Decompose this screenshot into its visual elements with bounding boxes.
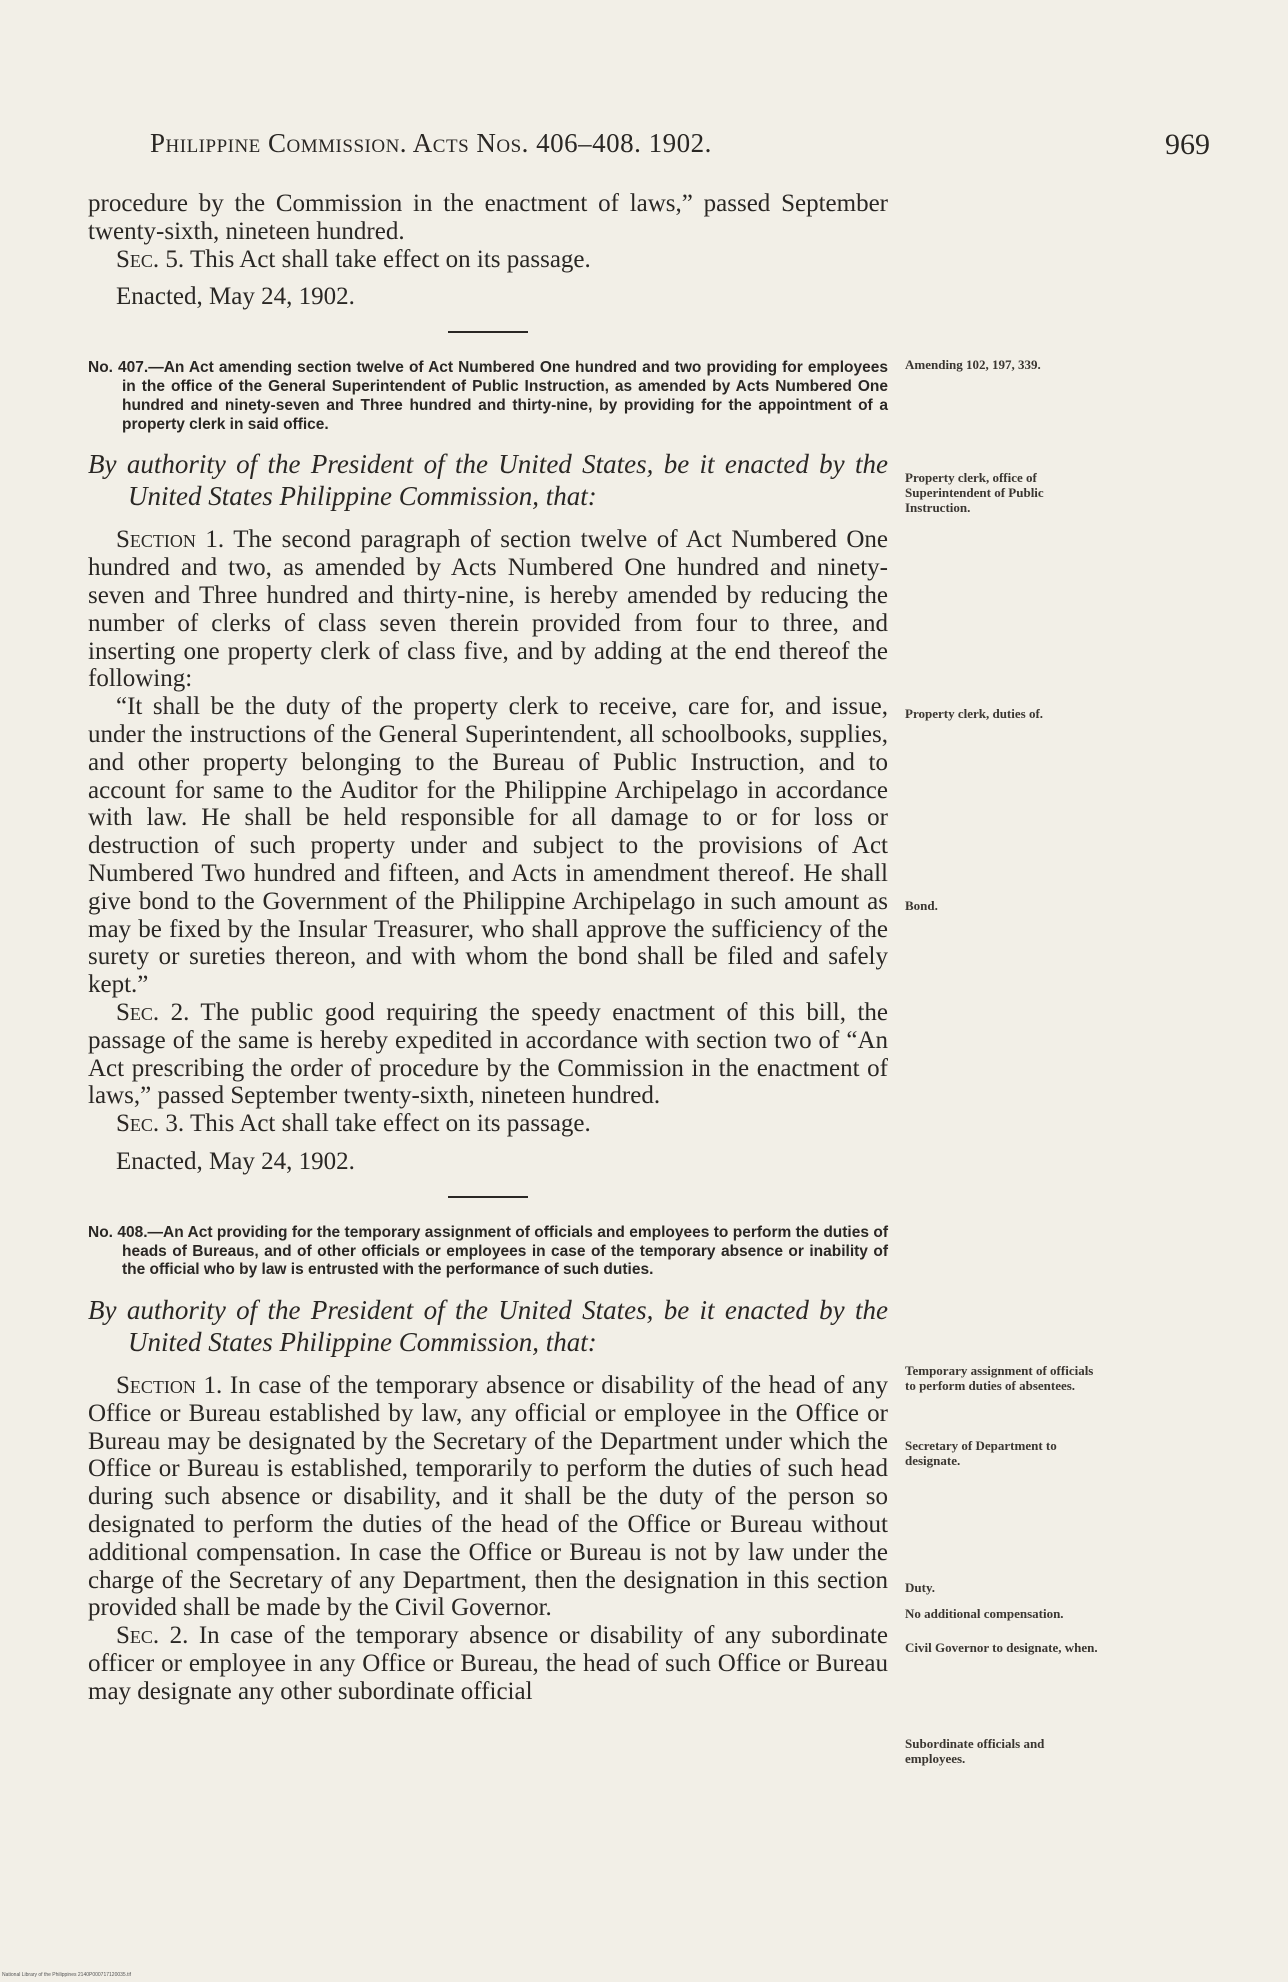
page-header <box>150 128 1210 168</box>
section-label: Section 1. <box>116 1372 223 1400</box>
section-text: In case of the temporary absence or disability of any subordinate officer or employee in any Office or Bureau, the head of such Office or Bureau may designate any other subordinate official <box>88 1622 888 1705</box>
margin-note-amending: Amending 102, 197, 339. <box>905 357 1041 372</box>
margin-note-temporary-assignment: Temporary assignment of officials to perform duties of absentees. <box>905 1363 1094 1393</box>
act-408-section-1 <box>88 1372 888 1622</box>
margin-note-no-compensation: No additional compensation. <box>905 1606 1064 1621</box>
act-406-enacted: Enacted, May 24, 1902. <box>116 283 355 311</box>
section-label: Sec. 3. <box>116 1110 185 1138</box>
act-406-continuation: procedure by the Commission in the enactment of laws,” passed September twenty-sixth, nineteen hundred. <box>88 190 888 245</box>
divider <box>448 331 528 333</box>
section-label: Sec. 5. <box>116 245 185 273</box>
act-407-enacted: Enacted, May 24, 1902. <box>116 1147 355 1175</box>
section-text: In case of the temporary absence or disability of the head of any Office or Bureau established by law, any official or employee in the Office or Bureau may be designated by the Secretary of the Department under which the Office or Bureau is established, temporarily to perform the duties of such head during such absence or disability, and it shall be the duty of the person so designated to perform the duties of the head of the Office or Bureau without additional compensation. In case the Office or Bureau is not by law under the charge of the Secretary of any Department, then the designation in this section provided shall be made by the Civil Governor. <box>88 1372 888 1622</box>
margin-note-property-clerk-office: Property clerk, office of Superintendent of Public Instruction. <box>905 470 1044 515</box>
section-text: The second paragraph of section twelve of Act Numbered One hundred and two, as amended by Acts Numbered One hundred and ninety-seven and Three hundred and thirty-nine, is hereby amended by reducing the number of clerks of class seven therein provided from four to three, and inserting one property clerk of class five, and by adding at the end thereof the following: <box>88 526 888 693</box>
margin-note-secretary: Secretary of Department to designate. <box>905 1438 1057 1468</box>
act-406-section-5 <box>88 246 888 274</box>
act-407-section-3 <box>88 1110 888 1138</box>
act-407-title: No. 407.—An Act amending section twelve of Act Numbered One hundred and two providing for employees in the office of the General Superintendent of Public Instruction, as amended by Acts Numbered One hundred and ninety-seven and Three hundred and thirty-nine, by providing for the appointment of a property clerk in said office. <box>88 359 888 433</box>
act-408-enacting-clause: By authority of the President of the United States, be it enacted by the United States Philippine Commission, that: <box>88 1295 888 1358</box>
scan-footer: National Library of the Philippines 2140P000717120035.tif <box>2 1972 131 1978</box>
divider <box>448 1196 528 1198</box>
margin-note-duty: Duty. <box>905 1580 935 1595</box>
act-408-title: No. 408.—An Act providing for the temporary assignment of officials and employees to perform the duties of heads of Bureaus, and of other officials or employees in case of the temporary absence or inability of the official who by law is entrusted with the performance of such duties. <box>88 1223 888 1279</box>
section-label: Sec. 2. <box>116 1622 189 1650</box>
section-label: Sec. 2. <box>116 998 190 1026</box>
margin-note-civil-governor: Civil Governor to designate, when. <box>905 1640 1098 1655</box>
running-head: Philippine Commission. Acts Nos. 406–408. 1902. <box>150 128 712 158</box>
margin-note-property-clerk-duties: Property clerk, duties of. <box>905 706 1044 721</box>
section-text: This Act shall take effect on its passage. <box>184 245 591 273</box>
page-number: 969 <box>1165 128 1210 161</box>
act-407-quoted-paragraph: “It shall be the duty of the property clerk to receive, care for, and issue, under the instructions of the General Superintendent, all schoolbooks, supplies, and other property belonging to the Bureau of Public Instruction, and to account for same to the Auditor for the Philippine Archipelago in accordance with law. He shall be held responsible for all damage to or for loss or destruction of such property under and subject to the provisions of Act Numbered Two hundred and fifteen, and Acts in amendment thereof. He shall give bond to the Government of the Philippine Archipelago in such amount as may be fixed by the Insular Treasurer, who shall approve the sufficiency of the surety or sureties thereon, and with whom the bond shall be filed and safely kept.” <box>88 693 888 999</box>
margin-note-bond: Bond. <box>905 898 938 913</box>
act-408-section-2 <box>88 1622 888 1705</box>
margin-note-subordinate: Subordinate officials and employees. <box>905 1736 1045 1766</box>
act-407-enacting-clause: By authority of the President of the United States, be it enacted by the United States Philippine Commission, that: <box>88 449 888 512</box>
section-label: Section 1. <box>116 526 225 554</box>
section-text: The public good requiring the speedy enactment of this bill, the passage of the same is hereby expedited in accordance with section two of “An Act prescribing the order of procedure by the Commission in the enactment of laws,” passed September twenty-sixth, nineteen hundred. <box>88 998 888 1110</box>
main-text <box>88 190 888 1706</box>
act-407-section-2 <box>88 999 888 1110</box>
act-407-section-1 <box>88 526 888 693</box>
section-text: This Act shall take effect on its passage. <box>184 1110 591 1138</box>
